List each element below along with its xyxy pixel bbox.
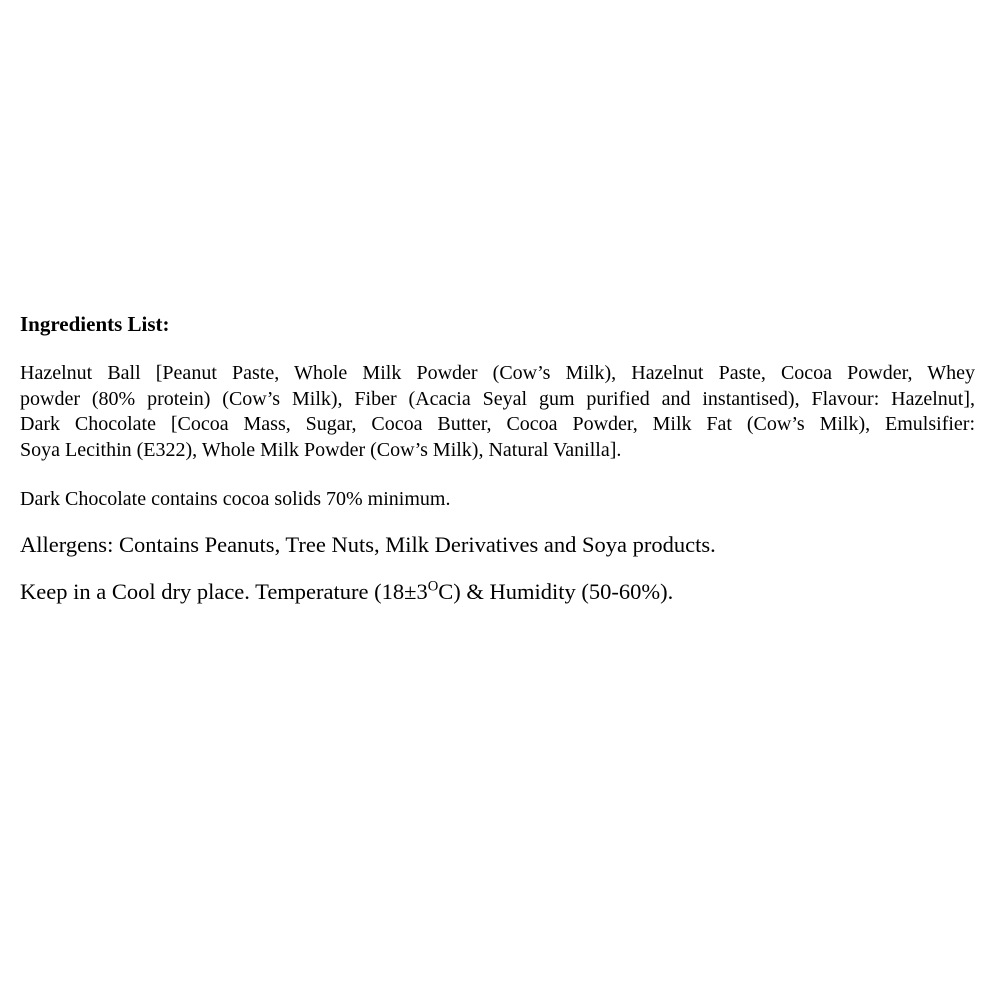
ingredients-line-3: Dark Chocolate [Cocoa Mass, Sugar, Cocoa Butter, Cocoa Powder, Milk Fat (Cow’s Milk), Emulsifier: — [20, 413, 975, 436]
ingredients-line-4: Soya Lecithin (E322), Whole Milk Powder (Cow’s Milk), Natural Vanilla]. — [20, 438, 622, 461]
ingredients-paragraph — [20, 361, 975, 463]
storage-text-after-superscript: C) & Humidity (50-60%). — [438, 579, 674, 605]
document-content — [20, 311, 975, 606]
ingredients-line-2: powder (80% protein) (Cow’s Milk), Fiber (Acacia Seyal gum purified and instantised), Flavour: Hazelnut], — [20, 387, 975, 410]
storage-instructions — [20, 578, 975, 606]
storage-degree-superscript: O — [427, 578, 439, 595]
storage-text-before-superscript: Keep in a Cool dry place. Temperature (18±3 — [20, 579, 428, 605]
ingredients-list-heading: Ingredients List: — [20, 312, 170, 336]
allergens-statement: Allergens: Contains Peanuts, Tree Nuts, Milk Derivatives and Soya products. — [20, 532, 716, 558]
ingredients-line-1: Hazelnut Ball [Peanut Paste, Whole Milk Powder (Cow’s Milk), Hazelnut Paste, Cocoa Powder, Whey — [20, 362, 975, 384]
cocoa-solids-note: Dark Chocolate contains cocoa solids 70% minimum. — [20, 488, 451, 511]
